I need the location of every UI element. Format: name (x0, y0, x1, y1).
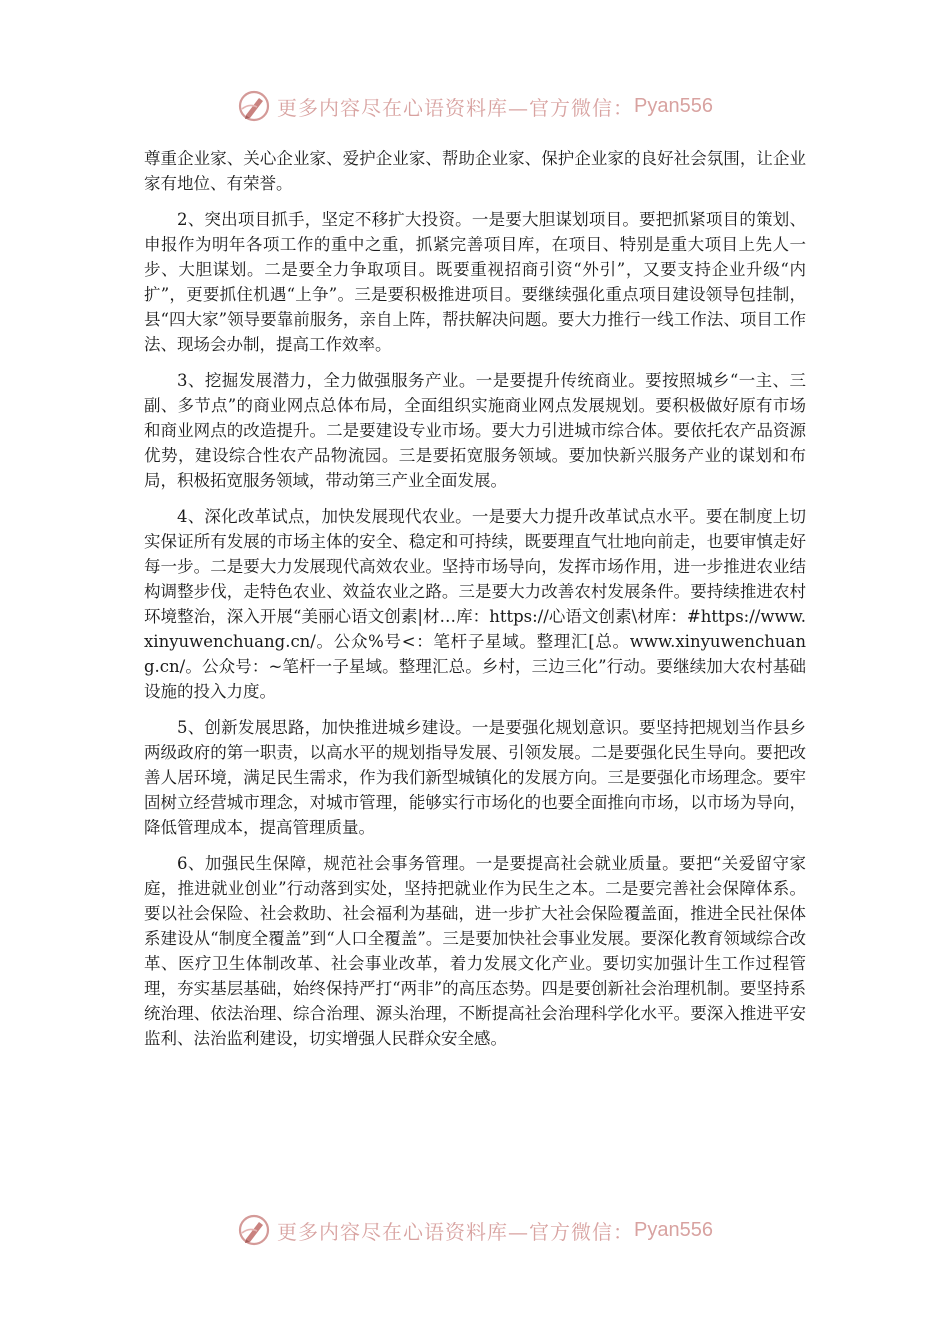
pen-logo-icon (237, 89, 271, 123)
paragraph-project-investment: 2、突出项目抓手，坚定不移扩大投资。一是要大胆谋划项目。要把抓紧项目的策划、申报作为明年各项工作的重中之重，抓紧完善项目库，在项目、特别是重大项目上先人一步、大胆谋划。二是要全力争取项目。既要重视招商引资“外引”，又要支持企业升级“内扩”，更要抓住机遇“上争”。三是要积极推进项目。要继续强化重点项目建设领导包挂制，县“四大家”领导要靠前服务，亲自上阵，帮扶解决问题。要大力推行一线工作法、项目工作法、现场会办制，提高工作效率。 (144, 210, 806, 354)
paragraph-continuation: 尊重企业家、关心企业家、爱护企业家、帮助企业家、保护企业家的良好社会氛围，让企业家有地位、有荣誉。 (144, 149, 806, 193)
paragraph-urban-rural-construction: 5、创新发展思路，加快推进城乡建设。一是要强化规划意识。要坚持把规划当作县乡两级政府的第一职责，以高水平的规划指导发展、引领发展。二是要强化民生导向。要把改善人居环境，满足民生需求，作为我们新型城镇化的发展方向。三是要强化市场理念。要牢固树立经营城市理念，对城市管理，能够实行市场化的也要全面推向市场，以市场为导向，降低管理成本，提高管理质量。 (144, 718, 806, 837)
paragraph-livelihood-security: 6、加强民生保障，规范社会事务管理。一是要提高社会就业质量。要把“关爱留守家庭，推进就业创业”行动落到实处，坚持把就业作为民生之本。二是要完善社会保障体系。要以社会保险、社会救助、社会福利为基础，进一步扩大社会保险覆盖面，推进全民社保体系建设从“制度全覆盖”到“人口全覆盖”。三是要加快社会事业发展。要深化教育领域综合改革、医疗卫生体制改革、社会事业改革，着力发展文化产业。要切实加强计生工作过程管理，夯实基层基础，始终保持严打“两非”的高压态势。四是要创新社会治理机制。要坚持系统治理、依法治理、综合治理、源头治理，不断提高社会治理科学化水平。要深入推进平安监利、法治监利建设，切实增强人民群众安全感。 (144, 854, 806, 1048)
footer-watermark-banner (0, 1210, 950, 1250)
banner-wechat-id: Pyan556 (634, 94, 713, 117)
banner-wechat-id: Pyan556 (634, 1218, 713, 1241)
document-body (144, 146, 806, 1062)
pen-logo-icon (237, 1213, 271, 1247)
banner-text: 更多内容尽在心语资料库—官方微信： (277, 95, 635, 120)
banner-text: 更多内容尽在心语资料库—官方微信： (277, 1219, 635, 1244)
paragraph-service-industry: 3、挖掘发展潜力，全力做强服务产业。一是要提升传统商业。要按照城乡“一主、三副、多节点”的商业网点总体布局，全面组织实施商业网点发展规划。要积极做好原有市场和商业网点的改造提升。二是要建设专业市场。要大力引进城市综合体。要依托农产品资源优势，建设综合性农产品物流园。三是要拓宽服务领域。要加快新兴服务产业的谋划和布局，积极拓宽服务领域，带动第三产业全面发展。 (144, 371, 806, 490)
paragraph-modern-agriculture: 4、深化改革试点，加快发展现代农业。一是要大力提升改革试点水平。要在制度上切实保证所有发展的市场主体的安全、稳定和可持续，既要理直气壮地向前走，也要审慎走好每一步。二是要大力发展现代高效农业。坚持市场导向，发挥市场作用，进一步推进农业结构调整步伐，走特色农业、效益农业之路。三是要大力改善农村发展条件。要持续推进农村环境整治，深入开展“美丽心语文创素|材…库：https://心语文创素\材库：#https://www.xinyuwenchuang.cn/。公众%号<：笔杆子星域。整理汇[总。www.xinyuwenchuang.cn/。公众号：~笔杆一子星域。整理汇总。乡村，三边三化”行动。要继续加大农村基础设施的投入力度。 (144, 507, 806, 701)
header-watermark-banner (0, 86, 950, 126)
